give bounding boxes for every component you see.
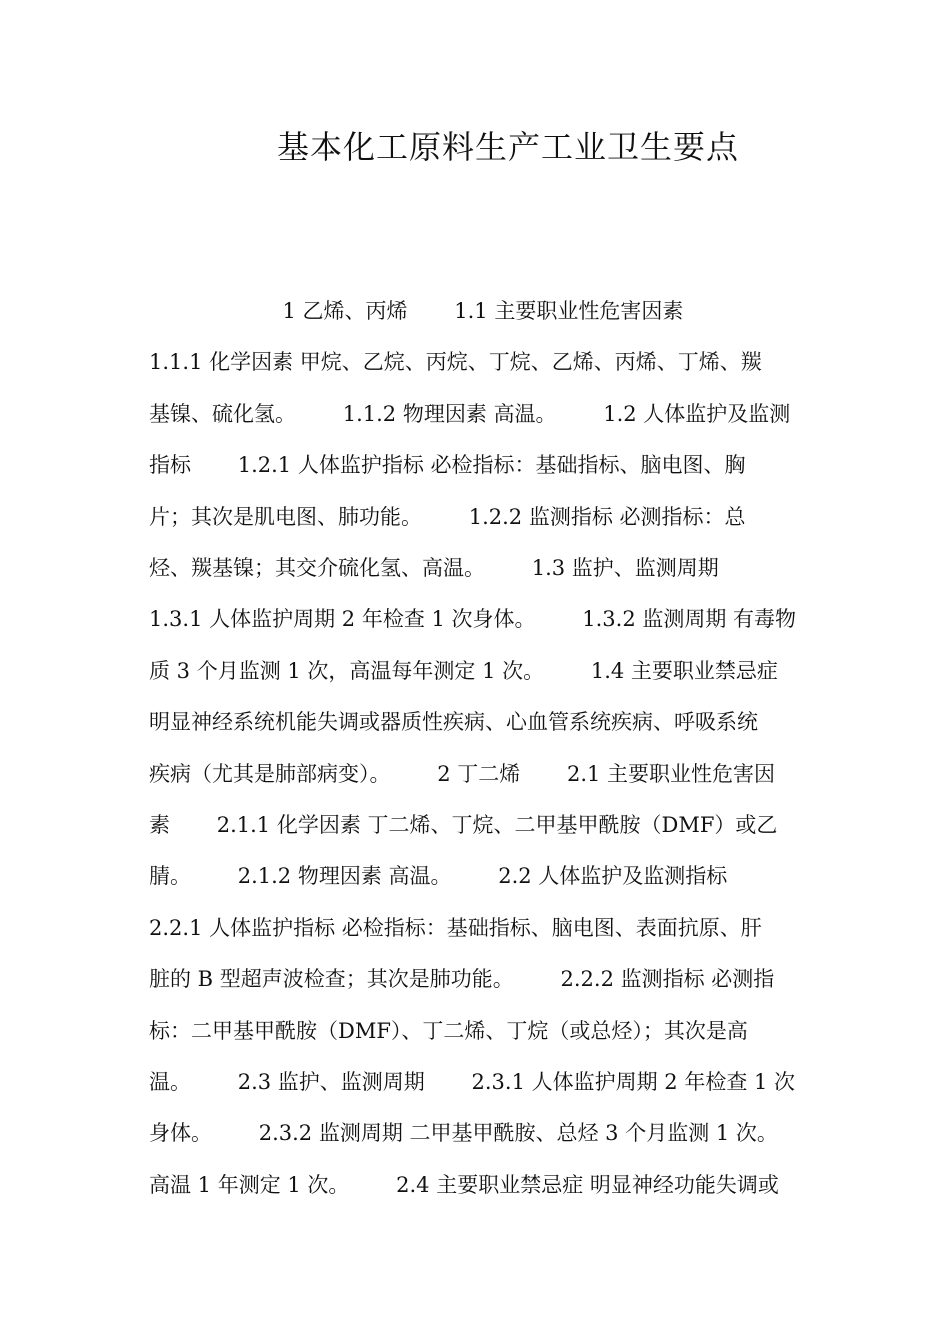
body-line-3: 基镍、硫化氢。 1.1.2 物理因素 高温。 1.2 人体监护及监测 bbox=[149, 402, 791, 426]
body-line-5: 片；其次是肌电图、肺功能。 1.2.2 监测指标 必测指标：总 bbox=[149, 505, 746, 529]
body-line-11: 素 2.1.1 化学因素 丁二烯、丁烷、二甲基甲酰胺（DMF）或乙 bbox=[149, 813, 778, 837]
body-line-17: 身体。 2.3.2 监测周期 二甲基甲酰胺、总烃 3 个月监测 1 次。 bbox=[149, 1121, 778, 1145]
body-line-13: 2.2.1 人体监护指标 必检指标：基础指标、脑电图、表面抗原、肝 bbox=[149, 916, 762, 940]
body-line-2: 1.1.1 化学因素 甲烷、乙烷、丙烷、丁烷、乙烯、丙烯、丁烯、羰 bbox=[149, 350, 762, 374]
body-line-4: 指标 1.2.1 人体监护指标 必检指标：基础指标、脑电图、胸 bbox=[149, 453, 746, 477]
body-line-12: 腈。 2.1.2 物理因素 高温。 2.2 人体监护及监测指标 bbox=[149, 864, 728, 888]
document-title: 基本化工原料生产工业卫生要点 bbox=[276, 128, 739, 166]
body-line-6: 烃、羰基镍；其交介硫化氢、高温。 1.3 监护、监测周期 bbox=[149, 556, 719, 580]
body-line-14: 脏的 B 型超声波检查；其次是肺功能。 2.2.2 监测指标 必测指 bbox=[149, 967, 775, 991]
body-line-15: 标：二甲基甲酰胺（DMF）、丁二烯、丁烷（或总烃）；其次是高 bbox=[149, 1019, 748, 1043]
body-line-7: 1.3.1 人体监护周期 2 年检查 1 次身体。 1.3.2 监测周期 有毒物 bbox=[149, 607, 797, 631]
body-line-16: 温。 2.3 监护、监测周期 2.3.1 人体监护周期 2 年检查 1 次 bbox=[149, 1070, 796, 1094]
body-line-9: 明显神经系统机能失调或器质性疾病、心血管系统疾病、呼吸系统 bbox=[149, 710, 758, 734]
body-line-10: 疾病（尤其是肺部病变）。 2 丁二烯 2.1 主要职业性危害因 bbox=[149, 762, 776, 786]
body-line-18: 高温 1 年测定 1 次。 2.4 主要职业禁忌症 明显神经功能失调或 bbox=[149, 1173, 779, 1197]
body-line-8: 质 3 个月监测 1 次，高温每年测定 1 次。 1.4 主要职业禁忌症 bbox=[149, 659, 778, 683]
body-line-1: 1 乙烯、丙烯 1.1 主要职业性危害因素 bbox=[149, 299, 684, 323]
